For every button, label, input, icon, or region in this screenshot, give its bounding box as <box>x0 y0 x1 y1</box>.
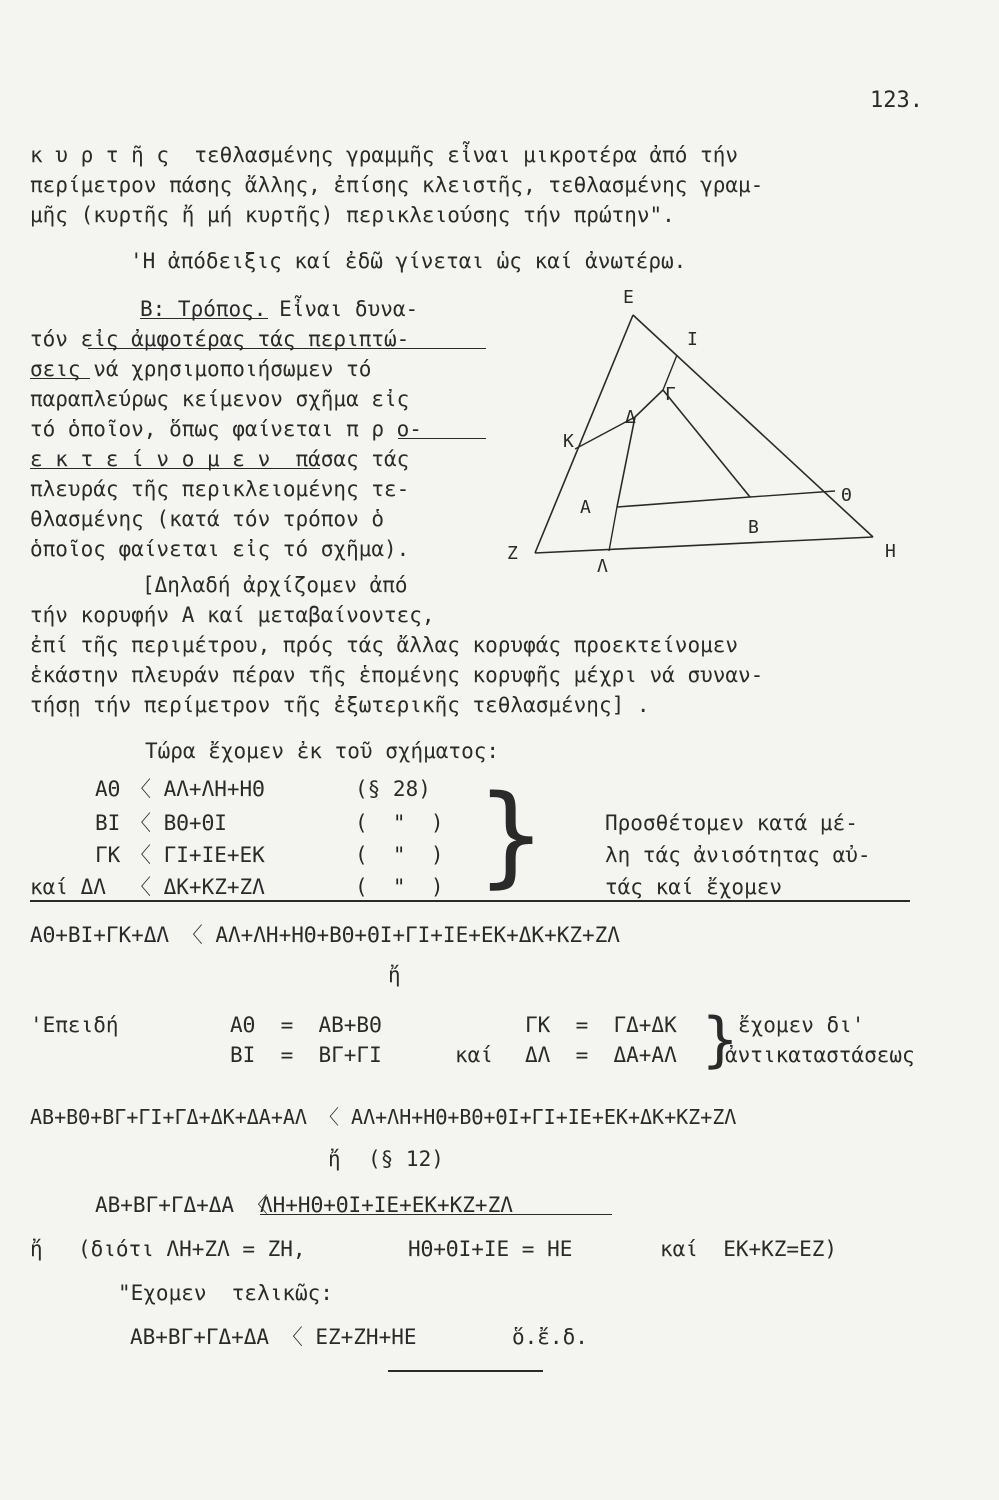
add-note-2: λη τάς ἀνισότητας αὐ- <box>605 843 871 867</box>
side-AD <box>617 417 635 507</box>
since-kai: καί <box>455 1043 493 1067</box>
substitution-line: ΑΒ+ΒΘ+ΒΓ+ΓΙ+ΓΔ+ΔΚ+ΔΑ+ΑΛ 〈 ΑΛ+ΛΗ+ΗΘ+ΒΘ+ΘΙ+ΓΙ+ΙΕ+ΕΚ+ΔΚ+ΚΖ+ΖΛ <box>30 1105 737 1129</box>
ineq-2-ref: ( " ) <box>355 811 444 835</box>
ref-12: (§ 12) <box>368 1147 444 1171</box>
since-eq-3: ΓΚ = ΓΔ+ΔΚ <box>525 1013 677 1037</box>
underline-phrase-2 <box>30 378 90 379</box>
since-word: 'Επειδή <box>30 1013 119 1037</box>
add-note-1: Προσθέτομεν κατά μέ- <box>605 811 858 835</box>
final-equation: ΑΒ+ΒΓ+ΓΔ+ΔΑ 〈 ΕΖ+ΖΗ+ΗΕ <box>130 1325 417 1349</box>
label-K: Κ <box>563 431 574 452</box>
ineq-2-rhs: 〈 ΒΘ+ΘΙ <box>130 811 227 835</box>
method-line-3: σεις νά χρησιμοποιήσωμεν τό <box>30 357 372 381</box>
side-ZH <box>535 537 873 553</box>
ineq-3-lhs: ΓΚ <box>95 843 121 867</box>
intro-line-1: κ υ ρ τ ῆ ς τεθλασμένης γραμμῆς εἶναι μικροτέρα ἀπό τήν <box>30 143 739 167</box>
label-TH: Θ <box>841 485 852 506</box>
because-or: ἤ <box>30 1237 43 1261</box>
method-line-1: Β: Τρόπος. Εἶναι δυνα- <box>140 297 419 321</box>
finally-line: "Εχομεν τελικῶς: <box>118 1281 333 1305</box>
reduced-lhs: ΑΒ+ΒΓ+ΓΔ+ΔΑ 〈 <box>95 1193 281 1217</box>
since-note-2: ἀντικαταστάσεως <box>725 1043 915 1067</box>
ineq-4-lhs: καί ΔΛ <box>30 875 106 899</box>
label-Z: Ζ <box>507 543 518 564</box>
label-B: Β <box>748 517 759 538</box>
end-rule <box>388 1370 543 1372</box>
or-1: ἤ <box>388 963 401 987</box>
method-line-5: τό ὁποῖον, ὅπως φαίνεται π ρ ο- <box>30 417 422 441</box>
label-G: Γ <box>665 384 676 405</box>
bracket-line-5: τήσῃ τήν περίμετρον τῆς ἐξωτερικῆς τεθλασμένης] . <box>30 693 650 717</box>
because-text-1: (διότι ΛΗ+ΖΛ = ΖΗ, <box>78 1237 306 1261</box>
right-brace: } <box>478 771 545 899</box>
method-line-2: τόν εἰς ἀμφοτέρας τάς περιπτώ- <box>30 327 410 351</box>
label-A: Α <box>580 497 591 518</box>
side-GB <box>663 390 750 497</box>
page-number: 123. <box>870 88 923 113</box>
method-line-8: θλασμένης (κατά τόν τρόπον ὁ <box>30 507 385 531</box>
since-note-1: ἔχομεν δι' <box>738 1013 865 1037</box>
bracket-line-1: [Δηλαδή ἀρχίζομεν ἀπό <box>142 573 408 597</box>
ineq-1-lhs: ΑΘ <box>95 777 121 801</box>
underline-phrase-4 <box>30 468 320 469</box>
label-E: Ε <box>623 287 634 308</box>
method-line-6: ε κ τ ε ί ν ο μ ε ν πάσας τάς <box>30 447 410 471</box>
method-line-7: πλευράς τῆς περικλειομένης τε- <box>30 477 410 501</box>
underline-phrase-1 <box>88 348 486 349</box>
label-H: Η <box>885 541 896 562</box>
intro-line-2: περίμετρον πάσης ἄλλης, ἐπίσης κλειστῆς, τεθλασμένης γραμ- <box>30 173 764 197</box>
ineq-3-ref: ( " ) <box>355 843 444 867</box>
since-eq-2: ΒΙ = ΒΓ+ΓΙ <box>230 1043 382 1067</box>
reduced-underline <box>260 1214 612 1215</box>
label-D: Δ <box>625 407 636 428</box>
reduced-rhs: ΛΗ+ΗΘ+ΘΙ+ΙΕ+ΕΚ+ΚΖ+ΖΛ <box>260 1193 513 1217</box>
label-L: Λ <box>597 556 608 577</box>
add-note-3: τάς καί ἔχομεν <box>605 875 783 899</box>
extension-DA-to-L <box>609 507 617 551</box>
or-2: ἤ <box>328 1147 341 1171</box>
extension-AB-to-TH <box>750 491 835 497</box>
bracket-line-3: ἐπί τῆς περιμέτρου, πρός τάς ἄλλας κορυφάς προεκτείνομεν <box>30 633 739 657</box>
now-line: Τώρα ἔχομεν ἐκ τοῦ σχήματος: <box>145 739 500 763</box>
ineq-1-ref: (§ 28) <box>355 777 431 801</box>
sum-line: ΑΘ+ΒΙ+ΓΚ+ΔΛ 〈 ΑΛ+ΛΗ+ΗΘ+ΒΘ+ΘΙ+ΓΙ+ΙΕ+ΕΚ+ΔΚ+ΚΖ+ΖΛ <box>30 923 620 947</box>
side-DG <box>635 390 663 417</box>
ineq-3-rhs: 〈 ΓΙ+ΙΕ+ΕΚ <box>130 843 265 867</box>
proof-line: 'Η ἀπόδειξις καί ἐδῶ γίνεται ὡς καί ἀνωτέρω. <box>130 249 687 273</box>
underline-heading <box>140 318 268 319</box>
method-line-4: παραπλεύρως κείμενον σχῆμα εἰς <box>30 387 410 411</box>
ineq-4-rhs: 〈 ΔΚ+ΚΖ+ΖΛ <box>130 875 265 899</box>
label-I: Ι <box>687 329 698 350</box>
qed: ὅ.ἔ.δ. <box>512 1325 588 1349</box>
geometry-figure <box>505 285 905 585</box>
method-line-9: ὁποῖος φαίνεται εἰς τό σχῆμα). <box>30 537 410 561</box>
because-text-3: καί ΕΚ+ΚΖ=ΕΖ) <box>660 1237 838 1261</box>
bracket-line-2: τήν κορυφήν Α καί μεταβαίνοντες, <box>30 603 435 627</box>
sum-rule <box>30 900 910 902</box>
side-AB <box>617 497 750 507</box>
underline-phrase-3 <box>398 438 486 439</box>
since-brace: } <box>702 1005 739 1075</box>
because-text-2: ΗΘ+ΘΙ+ΙΕ = ΗΕ <box>408 1237 573 1261</box>
intro-line-3: μῆς (κυρτῆς ἤ μή κυρτῆς) περικλειούσης τήν πρώτην". <box>30 203 675 227</box>
since-eq-1: ΑΘ = ΑΒ+ΒΘ <box>230 1013 382 1037</box>
ineq-1-rhs: 〈 ΑΛ+ΛΗ+ΗΘ <box>130 777 265 801</box>
since-eq-4: ΔΛ = ΔΑ+ΑΛ <box>525 1043 677 1067</box>
bracket-line-4: ἑκάστην πλευράν πέραν τῆς ἑπομένης κορυφῆς μέχρι νά συναν- <box>30 663 764 687</box>
ineq-2-lhs: ΒΙ <box>95 811 121 835</box>
ineq-4-ref: ( " ) <box>355 875 444 899</box>
